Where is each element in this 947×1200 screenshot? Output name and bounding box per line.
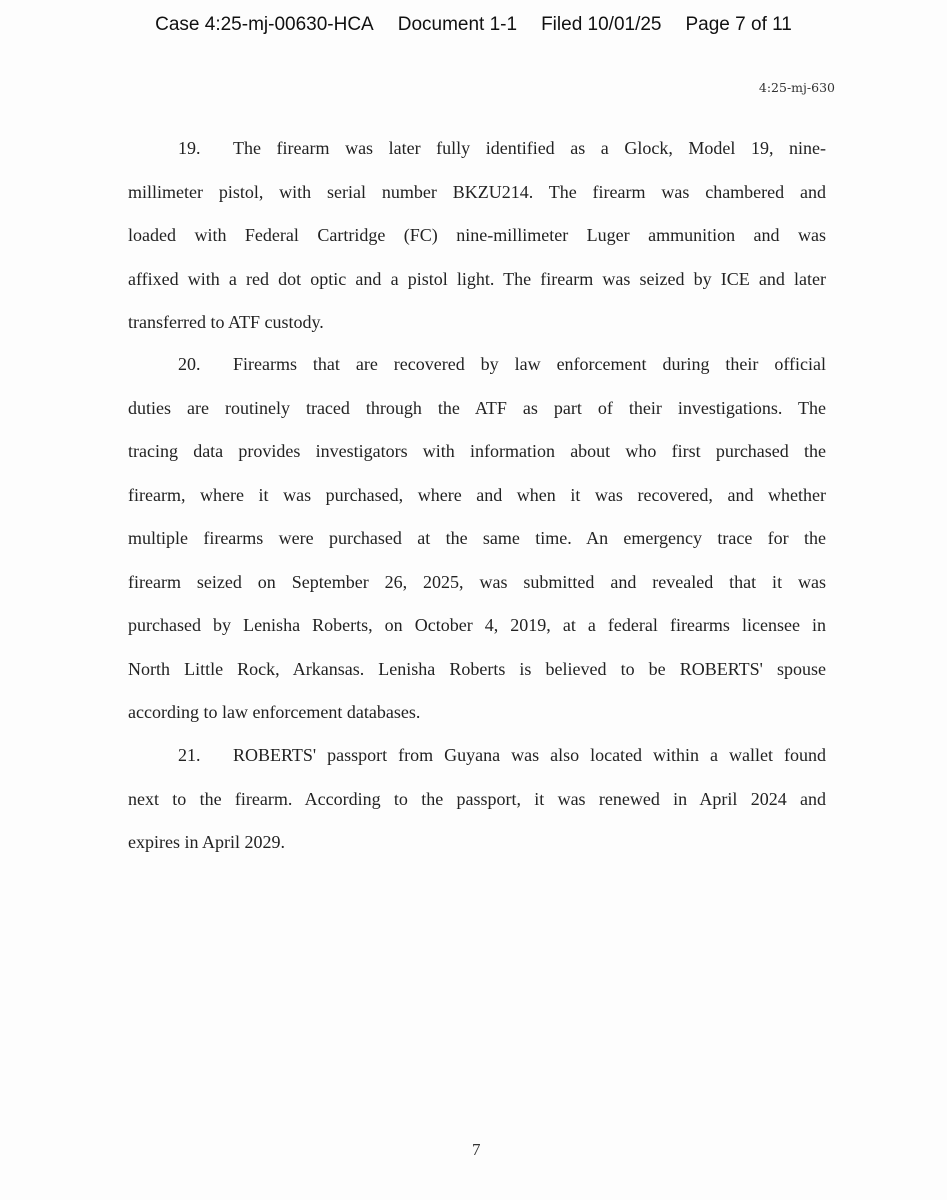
line-text: purchased by Lenisha Roberts, on October 4, 2019, at a federal firearms licensee in [128,615,826,635]
line-text: firearm seized on September 26, 2025, was submitted and revealed that it was [128,571,826,592]
text-line [128,604,826,648]
text-line [128,517,826,561]
text-line [128,430,826,474]
text-line [128,343,826,387]
line-text: expires in April 2029. [128,832,285,852]
line-text: North Little Rock, Arkansas. Lenisha Roberts is believed to be ROBERTS' spouse [128,658,826,679]
filed-date: Filed 10/01/25 [541,14,662,35]
document-number: Document 1-1 [397,14,518,35]
paragraph-number: 19. [178,138,201,158]
line-text: affixed with a red dot optic and a pistol light. The firearm was seized by ICE and later [128,268,826,289]
paragraph-21 [128,734,826,865]
text-line [128,691,826,735]
line-text: The firearm was later fully identified as a Glock, Model 19, nine- [233,138,826,158]
text-line [128,561,826,605]
court-filing-header [0,14,947,36]
paragraph-19 [128,127,826,345]
paragraph-20 [128,343,826,735]
line-text: millimeter pistol, with serial number BKZU214. The firearm was chambered and [128,181,826,202]
text-line [128,301,826,345]
line-text: ROBERTS' passport from Guyana was also located within a wallet found [233,745,826,765]
line-text: firearm, where it was purchased, where and when it was recovered, and whether [128,484,826,505]
text-line [128,821,826,865]
line-text: according to law enforcement databases. [128,702,421,722]
line-text: duties are routinely traced through the ATF as part of their investigations. The [128,397,826,418]
case-number: Case 4:25-mj-00630-HCA [155,14,374,35]
text-line [128,387,826,431]
line-text: multiple firearms were purchased at the same time. An emergency trace for the [128,528,826,548]
text-line [128,214,826,258]
page-indicator: Page 7 of 11 [685,14,792,35]
line-text: loaded with Federal Cartridge (FC) nine-millimeter Luger ammunition and was [128,225,826,245]
text-line [128,734,826,778]
case-reference: 4:25-mj-630 [758,80,835,95]
page-number: 7 [472,1140,481,1159]
text-line [128,258,826,302]
line-text: next to the firearm. According to the passport, it was renewed in April 2024 and [128,788,826,809]
paragraph-number: 21. [178,745,201,765]
line-text: Firearms that are recovered by law enforcement during their official [233,354,826,374]
text-line [128,127,826,171]
line-text: transferred to ATF custody. [128,312,324,332]
text-line [128,474,826,518]
paragraph-number: 20. [178,354,201,374]
text-line [128,778,826,822]
line-text: tracing data provides investigators with information about who first purchased the [128,441,826,461]
text-line [128,171,826,215]
text-line [128,648,826,692]
